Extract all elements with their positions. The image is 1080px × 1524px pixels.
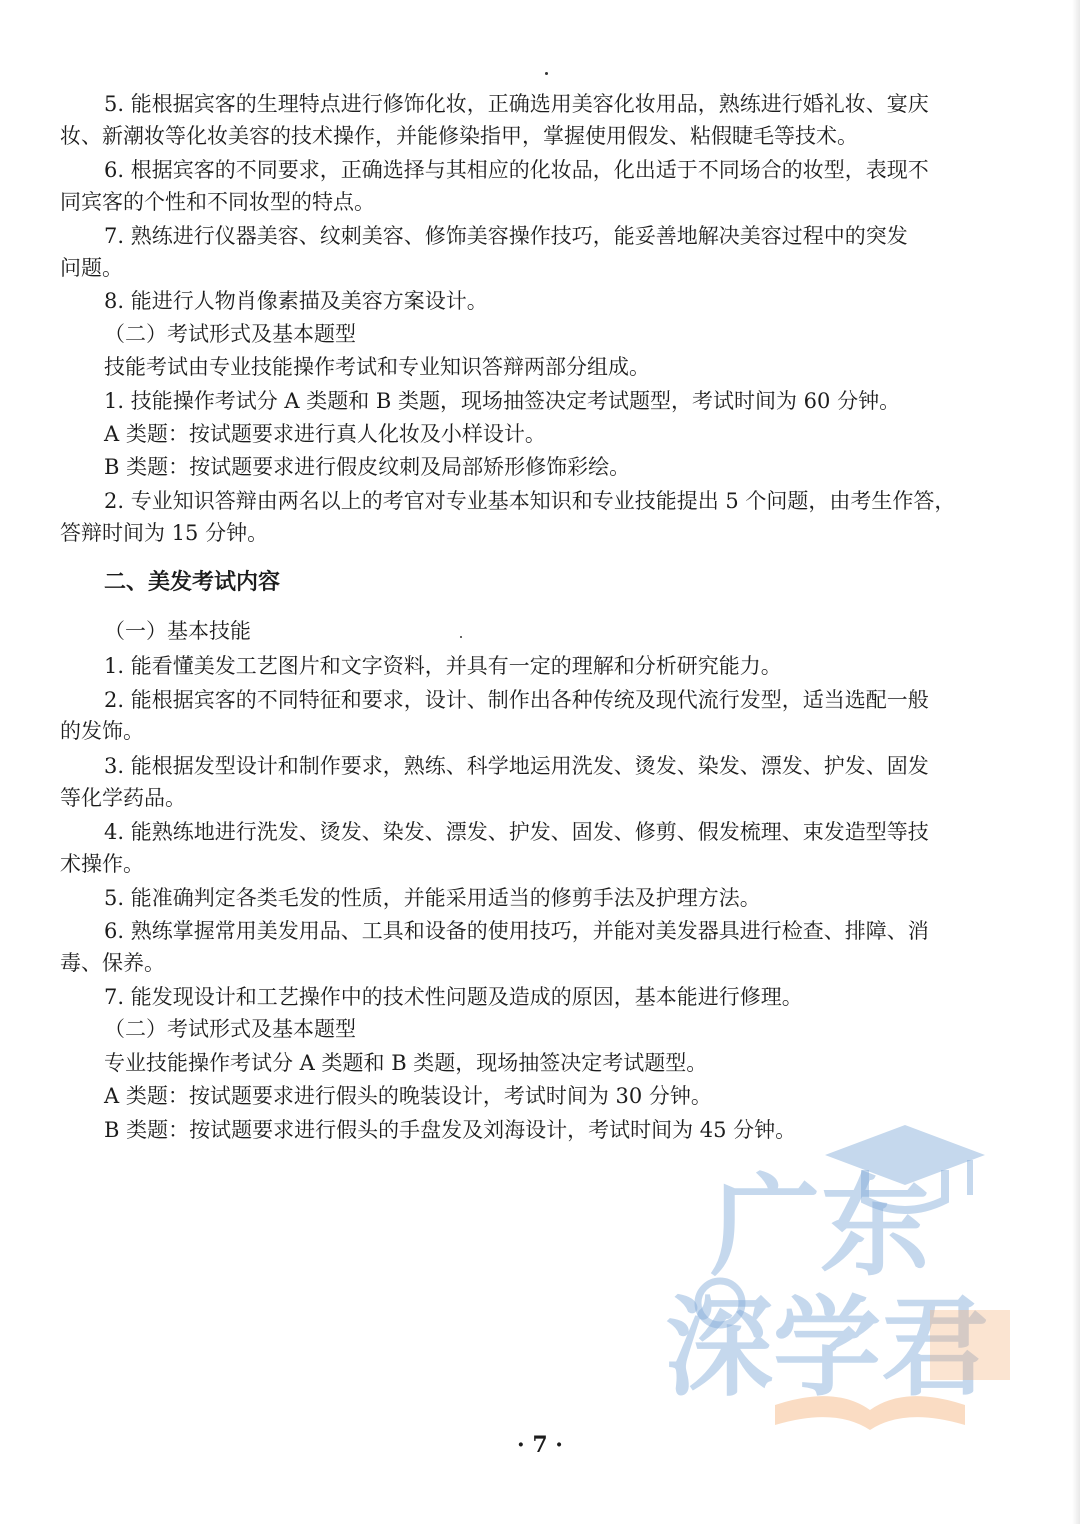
watermark-text-line1: 广东 <box>710 1163 930 1291</box>
paragraph-line: B 类题：按试题要求进行假头的手盘发及刘海设计，考试时间为 45 分钟。 <box>104 1118 797 1142</box>
paragraph-line: 专业技能操作考试分 A 类题和 B 类题，现场抽签决定考试题型。 <box>104 1051 708 1075</box>
page-number: · 7 · <box>517 1432 563 1458</box>
watermark-text-line2: 深学君 <box>665 1286 990 1411</box>
paragraph-line: 1. 技能操作考试分 A 类题和 B 类题，现场抽签决定考试题型，考试时间为 60 分钟。 <box>104 389 901 413</box>
paragraph-line: 妆、新潮妆等化妆美容的技术操作，并能修染指甲，掌握使用假发、粘假睫毛等技术。 <box>60 124 858 148</box>
scan-edge-shadow <box>1072 0 1080 1524</box>
paragraph-line: 6. 熟练掌握常用美发用品、工具和设备的使用技巧，并能对美发器具进行检查、排障、消 <box>104 919 929 943</box>
paragraph-line: 答辩时间为 15 分钟。 <box>60 521 269 545</box>
section-subheading: （二）考试形式及基本题型 <box>104 1017 356 1041</box>
paragraph-line: 6. 根据宾客的不同要求，正确选择与其相应的化妆品，化出适于不同场合的妆型，表现不 <box>104 158 929 182</box>
paragraph-line: 等化学药品。 <box>60 786 186 810</box>
paragraph-line: A 类题：按试题要求进行假头的晚装设计，考试时间为 30 分钟。 <box>104 1084 712 1108</box>
paragraph-line: A 类题：按试题要求进行真人化妆及小样设计。 <box>104 422 546 446</box>
paragraph-line: 2. 能根据宾客的不同特征和要求，设计、制作出各种传统及现代流行发型，适当选配一般 <box>104 688 929 712</box>
paragraph-line: B 类题：按试题要求进行假皮纹刺及局部矫形修饰彩绘。 <box>104 455 631 479</box>
section-subheading: （二）考试形式及基本题型 <box>104 322 356 346</box>
paragraph-line: 同宾客的个性和不同妆型的特点。 <box>60 190 375 214</box>
paragraph-line: 的发饰。 <box>60 719 144 743</box>
paragraph-line: 7. 能发现设计和工艺操作中的技术性问题及造成的原因，基本能进行修理。 <box>104 985 803 1009</box>
paragraph-line: 5. 能准确判定各类毛发的性质，并能采用适当的修剪手法及护理方法。 <box>104 886 761 910</box>
paragraph-line: 1. 能看懂美发工艺图片和文字资料，并具有一定的理解和分析研究能力。 <box>104 654 782 678</box>
paragraph-line: 4. 能熟练地进行洗发、烫发、染发、漂发、护发、固发、修剪、假发梳理、束发造型等技 <box>104 820 929 844</box>
paragraph-line: 5. 能根据宾客的生理特点进行修饰化妆，正确选用美容化妆用品，熟练进行婚礼妆、宴庆 <box>104 92 929 116</box>
paragraph-line: 3. 能根据发型设计和制作要求，熟练、科学地运用洗发、烫发、染发、漂发、护发、固发 <box>104 754 929 778</box>
paragraph-line: 术操作。 <box>60 852 144 876</box>
paragraph-line: 技能考试由专业技能操作考试和专业知识答辩两部分组成。 <box>104 355 650 379</box>
paragraph-line: 问题。 <box>60 256 123 280</box>
paragraph-line: 8. 能进行人物肖像素描及美容方案设计。 <box>104 289 488 313</box>
paragraph-line: 7. 熟练进行仪器美容、纹刺美容、修饰美容操作技巧，能妥善地解决美容过程中的突发 <box>104 224 908 248</box>
paragraph-line: 毒、保养。 <box>60 951 165 975</box>
watermark-logo <box>660 1115 1020 1435</box>
paragraph-line: 2. 专业知识答辩由两名以上的考官对专业基本知识和专业技能提出 5 个问题，由考生作答， <box>104 489 956 513</box>
section-subheading: （一）基本技能 <box>104 619 251 643</box>
section-heading: 二、美发考试内容 <box>104 569 281 595</box>
scan-speck <box>545 72 548 75</box>
